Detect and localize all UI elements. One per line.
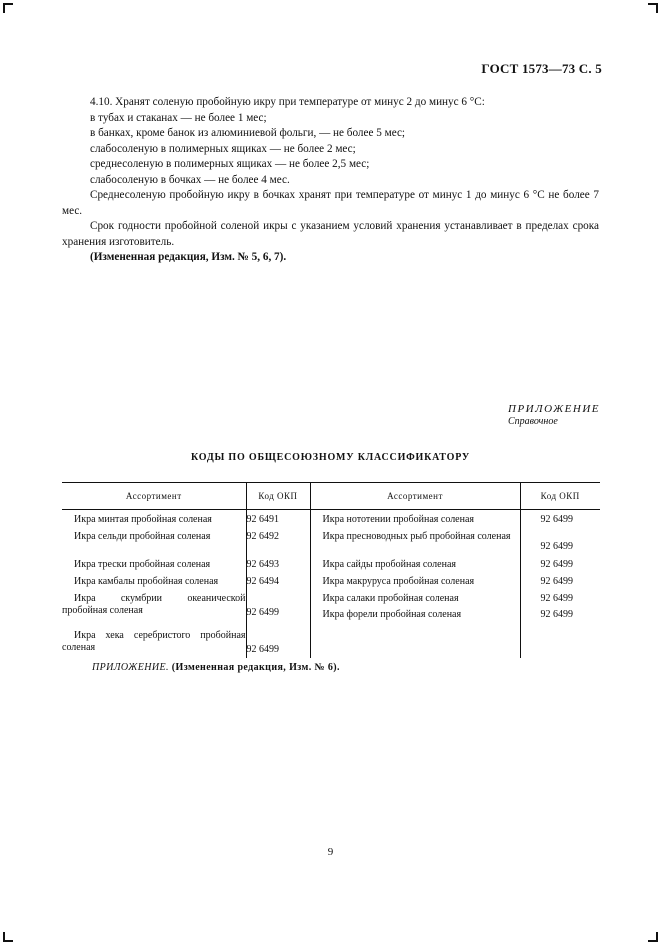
crop-mark-bottom-right xyxy=(648,932,658,942)
section-4-10 xyxy=(62,95,599,266)
empty-cell xyxy=(310,621,520,658)
table-row xyxy=(62,588,600,621)
appendix-footnote xyxy=(92,662,340,673)
assortment-cell: Икра салаки пробойная соленая xyxy=(322,593,459,604)
shelf-life-paragraph: Срок годности пробойной соленой икры с указанием условий хранения устанавливает в пределах срока хранения изготовитель. xyxy=(62,220,599,248)
code-cell: 92 6499 xyxy=(520,526,600,555)
table-title: КОДЫ ПО ОБЩЕСОЮЗНОМУ КЛАССИФИКАТОРУ xyxy=(190,452,471,463)
assortment-cell: Икра хека серебристого пробойная соленая xyxy=(62,630,246,653)
assortment-cell: Икра пресноводных рыб пробойная соленая xyxy=(322,531,511,542)
section-line: слабосоленую в полимерных ящиках — не более 2 мес; xyxy=(90,142,356,155)
codes-table xyxy=(62,482,600,658)
table-header-row xyxy=(62,483,600,510)
code-cell: 92 6499 xyxy=(540,609,573,620)
page-number: 9 xyxy=(327,846,334,858)
code-cell: 92 6492 xyxy=(246,526,310,555)
appendix-title: ПРИЛОЖЕНИЕ xyxy=(508,403,600,415)
page-header: ГОСТ 1573—73 С. 5 xyxy=(481,61,602,76)
table-row xyxy=(62,510,600,527)
table-row xyxy=(62,555,600,571)
empty-cell xyxy=(520,621,600,658)
assortment-cell: Икра сельди пробойная соленая xyxy=(74,531,211,542)
code-cell: 92 6499 xyxy=(540,593,573,604)
assortment-cell: Икра макруруса пробойная соленая xyxy=(322,576,475,587)
header-code-right: Код ОКП xyxy=(520,483,600,510)
code-cell: 92 6491 xyxy=(246,510,310,527)
section-line: среднесоленую в полимерных ящиках — не более 2,5 мес; xyxy=(90,158,370,170)
table-row xyxy=(62,621,600,658)
code-cell: 92 6499 xyxy=(520,555,600,571)
section-line: в тубах и стаканах — не более 1 мес; xyxy=(90,111,267,124)
assortment-cell: Икра сайды пробойная соленая xyxy=(322,559,456,570)
assortment-cell: Икра форели пробойная соленая xyxy=(322,609,462,620)
code-cell: 92 6499 xyxy=(520,510,600,527)
header-assortment-left: Ассортимент xyxy=(62,483,246,510)
crop-mark-top-left xyxy=(3,3,13,13)
section-line: 4.10. Хранят соленую пробойную икру при температуре от минус 2 до минус 6 °С: xyxy=(90,96,485,108)
storage-paragraph: Среднесоленую пробойную икру в бочках хранят при температуре от минус 1 до минус 6 °С не более 7 мес. xyxy=(62,189,599,217)
code-cell: 92 6499 xyxy=(246,621,310,658)
assortment-cell: Икра нототении пробойная соленая xyxy=(322,514,475,525)
header-assortment-right: Ассортимент xyxy=(310,483,520,510)
crop-mark-bottom-left xyxy=(3,932,13,942)
assortment-cell: Икра скумбрии океанической пробойная соленая xyxy=(62,593,246,616)
assortment-cell: Икра минтая пробойная соленая xyxy=(74,514,212,525)
footnote-text: (Измененная редакция, Изм. № 6). xyxy=(171,662,340,673)
section-line: слабосоленую в бочках — не более 4 мес. xyxy=(90,173,290,186)
table-row xyxy=(62,571,600,588)
crop-mark-top-right xyxy=(648,3,658,13)
appendix-label xyxy=(508,403,600,427)
header-code-left: Код ОКП xyxy=(246,483,310,510)
appendix-subtitle: Справочное xyxy=(508,416,558,427)
assortment-cell: Икра камбалы пробойная соленая xyxy=(74,576,219,587)
code-cell: 92 6499 xyxy=(246,588,310,621)
footnote-label: ПРИЛОЖЕНИЕ. xyxy=(92,662,169,673)
revision-note: (Измененная редакция, Изм. № 5, 6, 7). xyxy=(90,251,287,263)
code-cell: 92 6499 xyxy=(520,571,600,588)
table-row xyxy=(62,526,600,555)
assortment-cell: Икра трески пробойная соленая xyxy=(74,559,211,570)
code-cell: 92 6494 xyxy=(246,571,310,588)
section-line: в банках, кроме банок из алюминиевой фольги, — не более 5 мес; xyxy=(90,127,406,139)
code-cell: 92 6493 xyxy=(246,555,310,571)
